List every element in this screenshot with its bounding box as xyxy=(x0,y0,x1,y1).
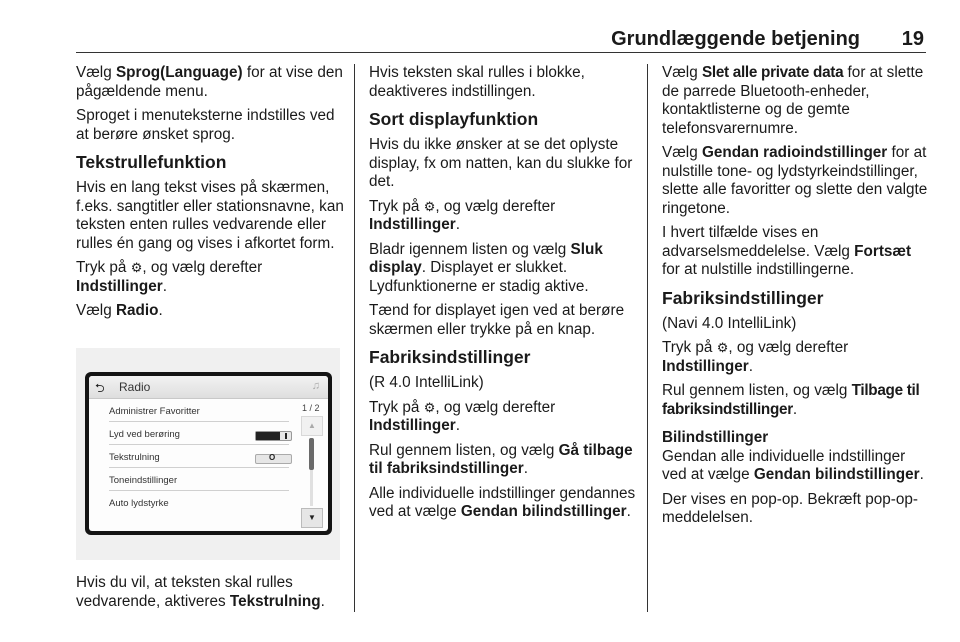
menu-row: Auto lydstyrke xyxy=(109,498,169,509)
column-3 xyxy=(662,64,930,534)
menu-row: Lyd ved berøring xyxy=(109,424,289,445)
paragraph: Vælg Slet alle private data for at slette de parrede Bluetooth-enheder, kontaktlisterne og de gemte telefonsvarernumre. xyxy=(662,64,924,137)
paragraph: Rul gennem listen, og vælg Tilbage til fabriksindstillinger. xyxy=(662,382,920,418)
header-divider xyxy=(76,52,926,53)
paragraph: Sproget i menuteksterne indstilles ved at berøre ønsket sprog. xyxy=(76,107,335,143)
paragraph: Rul gennem listen, og vælg Gå tilbage til fabriksindstillinger. xyxy=(369,441,633,477)
settings-icon: ⚙ xyxy=(423,399,436,415)
screen-title: Radio xyxy=(119,380,151,394)
settings-icon: ⚙ xyxy=(716,340,729,355)
paragraph: Der vises en pop-op. Bekræft pop-op-meddelelsen. xyxy=(662,490,918,526)
menu-row: Tekstrulning xyxy=(109,447,289,468)
subsection-heading: Bilindstillinger xyxy=(662,429,769,446)
settings-icon: ⚙ xyxy=(423,198,436,214)
section-heading: Fabriksindstillinger xyxy=(369,347,531,367)
section-heading: Fabriksindstillinger xyxy=(662,287,824,308)
paragraph: Tryk på ⚙, og vælg derefter Indstillinger. xyxy=(76,259,263,295)
column-divider xyxy=(647,64,648,612)
menu-row: Administrer Favoritter xyxy=(109,401,289,422)
column-divider xyxy=(354,64,355,612)
menu-row: Toneindstillinger xyxy=(109,470,289,491)
paragraph: Bladr igennem listen og vælg Sluk display. Displayet er slukket. Lydfunktionerne er stadig aktive. xyxy=(369,240,603,295)
paragraph: Tryk på ⚙, og vælg derefter Indstillinger. xyxy=(369,197,556,233)
paragraph: (Navi 4.0 IntelliLink) xyxy=(662,314,797,332)
section-heading: Tekstrullefunktion xyxy=(76,152,227,172)
paragraph: I hvert tilfælde vises en advarselsmeddelelse. Vælg Fortsæt for at nulstille indstillingerne. xyxy=(662,224,912,278)
touch-sound-toggle xyxy=(255,431,292,441)
paragraph: Hvis en lang tekst vises på skærmen, f.eks. sangtitler eller stationsnavne, kan teksten enten rulles vedvarende eller rulles én gang og vises i afkortet form. xyxy=(76,179,344,252)
paragraph: Alle individuelle indstillinger gendannes ved at vælge Gendan bilindstillinger. xyxy=(369,484,636,520)
radio-settings-screenshot xyxy=(76,348,340,560)
paragraph: Hvis du ikke ønsker at se det oplyste display, fx om natten, kan du slukke for det. xyxy=(369,136,633,190)
page-header xyxy=(76,26,926,50)
paragraph: Vælg Sprog(Language) for at vise den pågældende menu. xyxy=(76,64,343,100)
page-title: Grundlæggende betjening xyxy=(611,28,860,50)
screen-header xyxy=(89,376,328,399)
paragraph: Tryk på ⚙, og vælg derefter Indstillinger. xyxy=(369,398,556,434)
column-2 xyxy=(369,64,637,528)
paragraph: Hvis du vil, at teksten skal rulles vedvarende, aktiveres Tekstrulning. xyxy=(76,574,325,610)
paragraph: Hvis teksten skal rulles i blokke, deaktiveres indstillingen. xyxy=(369,64,585,100)
section-heading: Sort displayfunktion xyxy=(369,109,539,129)
paragraph: Vælg Radio. xyxy=(76,302,163,319)
display-screen xyxy=(89,376,328,531)
paragraph: Tænd for displayet igen ved at berøre skærmen eller trykke på en knap. xyxy=(369,302,625,338)
settings-icon: ⚙ xyxy=(130,260,143,275)
music-note-icon: ♫ xyxy=(311,380,320,392)
paragraph: Tryk på ⚙, og vælg derefter Indstillinger. xyxy=(662,339,849,375)
text-scroll-toggle: O xyxy=(255,454,292,464)
page-number: 19 xyxy=(901,28,924,50)
scroll-up-icon: ▲ xyxy=(301,416,323,436)
scroll-thumb xyxy=(309,438,314,470)
page-indicator: 1 / 2 xyxy=(302,403,320,413)
column-1-bottom xyxy=(76,574,346,617)
paragraph: Gendan alle individuelle indstillinger ved at vælge Gendan bilindstillinger. xyxy=(662,447,924,483)
scroll-down-icon: ▼ xyxy=(301,508,323,528)
paragraph: Vælg Gendan radioindstillinger for at nulstille tone- og lydstyrkeindstillinger, slette alle favoritter og slette den valgte ringetone. xyxy=(662,144,928,217)
back-arrow-icon: ⮌ xyxy=(95,381,105,395)
paragraph: (R 4.0 IntelliLink) xyxy=(369,374,484,391)
column-1 xyxy=(76,64,346,327)
display-bezel xyxy=(85,372,332,535)
